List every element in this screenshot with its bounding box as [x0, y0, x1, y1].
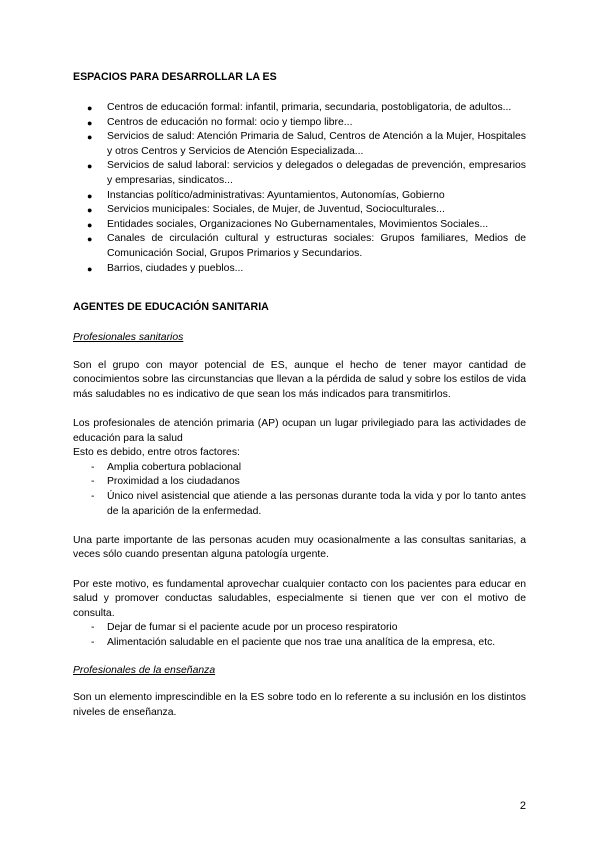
- list-item: ● Entidades sociales, Organizaciones No Gubernamentales, Movimientos Sociales...: [73, 218, 526, 233]
- section-title-espacios: ESPACIOS PARA DESARROLLAR LA ES: [73, 71, 277, 83]
- list-item: ● Centros de educación no formal: ocio y tiempo libre...: [73, 116, 526, 131]
- list-item: ● Servicios de salud laboral: servicios y delegados o delegadas de prevención, empresarios y empresarias, sindicatos...: [87, 160, 526, 186]
- list-item: - Dejar de fumar si el paciente acude por un proceso respiratorio: [73, 621, 526, 636]
- bullet-icon: ●: [87, 190, 93, 201]
- paragraph: Los profesionales de atención primaria (AP) ocupan un lugar privilegiado para las actividades de educación para la salud: [73, 418, 526, 444]
- page-number: 2: [519, 800, 526, 812]
- list-item: ● Servicios municipales: Sociales, de Mujer, de Juventud, Socioculturales...: [73, 203, 526, 218]
- espacios-list: [73, 101, 526, 276]
- dash-icon: -: [91, 491, 95, 503]
- bullet-icon: ●: [87, 263, 93, 274]
- dash-icon: -: [91, 637, 95, 648]
- subheading-profesionales-ensenanza: Profesionales de la enseñanza: [73, 664, 216, 676]
- paragraph: Son el grupo con mayor potencial de ES, aunque el hecho de tener mayor cantidad de conocimientos sobre las circunstancias que llevan a la pérdida de salud y sobre los estilos de vida más saludables no es indicativo de que sean los más indicados para transmitirlos.: [73, 359, 526, 400]
- list-item: ● Canales de circulación cultural y estructuras sociales: Grupos familiares, Medios de Comunicación Social, Grupos Primarios y Secundarios.: [87, 233, 526, 259]
- paragraph: Son un elemento imprescindible en la ES sobre todo en lo referente a su inclusión en los distintos niveles de enseñanza.: [73, 692, 526, 718]
- list-item: ● Centros de educación formal: infantil, primaria, secundaria, postobligatoria, de adultos...: [73, 101, 526, 116]
- paragraph: Esto es debido, entre otros factores:: [73, 447, 240, 459]
- dash-icon: -: [91, 622, 95, 634]
- factores-list: [73, 461, 526, 519]
- bullet-icon: ●: [87, 132, 93, 143]
- bullet-icon: ●: [87, 234, 93, 245]
- bullet-icon: ●: [87, 161, 93, 172]
- list-item: - Alimentación saludable en el paciente que nos trae una analítica de la empresa, etc.: [73, 636, 526, 651]
- paragraph: Una parte importante de las personas acuden muy ocasionalmente a las consultas sanitarias, a veces sólo cuando presentan alguna patología urgente.: [73, 534, 526, 561]
- paragraph: Por este motivo, es fundamental aprovechar cualquier contacto con los pacientes para educar en salud y promover conductas saludables, especialmente si tienen que ver con el motivo de consulta.: [73, 578, 526, 619]
- dash-icon: -: [91, 476, 95, 488]
- list-item: ● Barrios, ciudades y pueblos...: [73, 262, 526, 277]
- page-content: [73, 70, 526, 735]
- bullet-icon: ●: [87, 103, 93, 113]
- list-item: - Proximidad a los ciudadanos: [73, 475, 526, 490]
- bullet-icon: ●: [87, 219, 93, 230]
- subheading-profesionales-sanitarios: Profesionales sanitarios: [73, 332, 184, 344]
- bullet-icon: ●: [87, 117, 93, 128]
- section-title-agentes: AGENTES DE EDUCACIÓN SANITARIA: [73, 301, 269, 314]
- ejemplos-list: [73, 621, 526, 650]
- list-item: ● Instancias político/administrativas: Ayuntamientos, Autonomías, Gobierno: [73, 189, 526, 204]
- dash-icon: -: [91, 461, 95, 473]
- list-item: - Amplia cobertura poblacional: [73, 461, 526, 476]
- list-item: - Único nivel asistencial que atiende a las personas durante toda la vida y por lo tanto antes de la aparición de la enfermedad.: [91, 491, 526, 517]
- bullet-icon: ●: [87, 205, 93, 216]
- list-item: ● Servicios de salud: Atención Primaria de Salud, Centros de Atención a la Mujer, Hospitales y otros Centros y Servicios de Atención Especializada...: [87, 131, 526, 157]
